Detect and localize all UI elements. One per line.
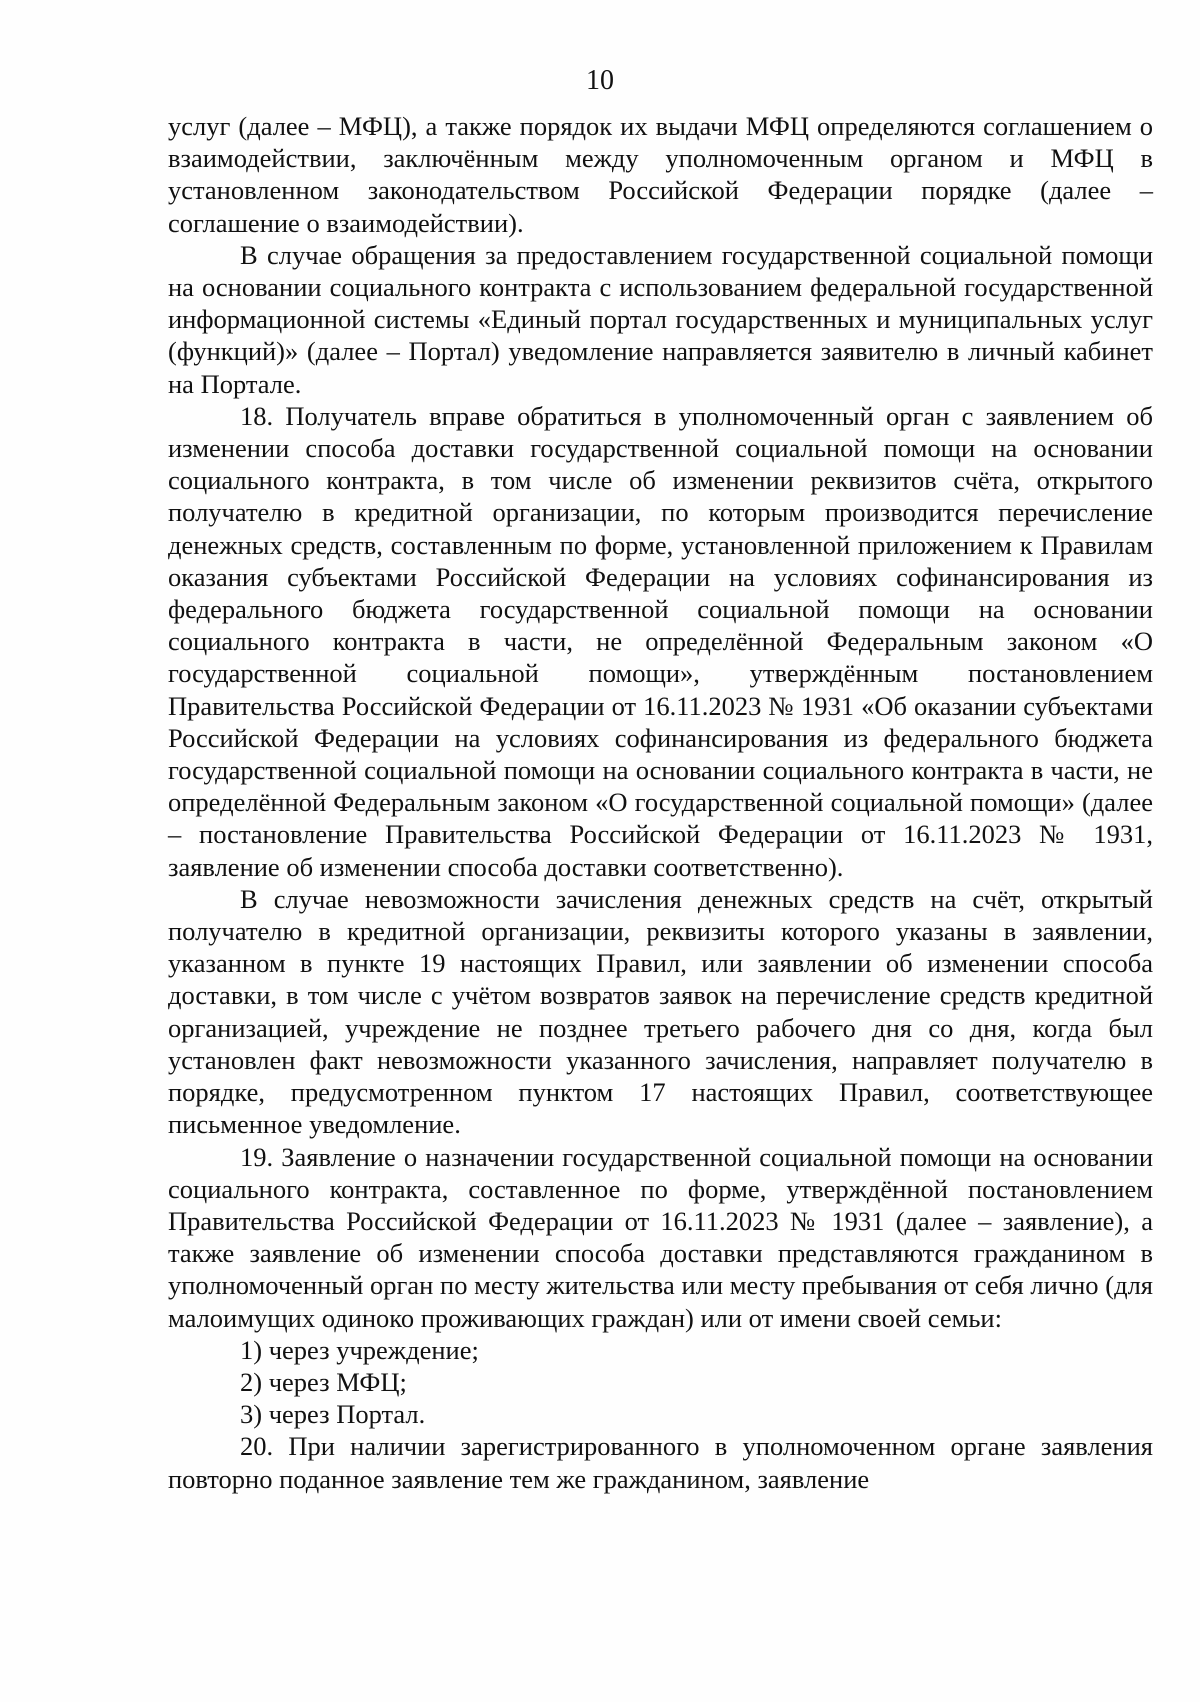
list-item-mfc: 2) через МФЦ; (240, 1366, 407, 1397)
list-item-portal: 3) через Портал. (240, 1399, 426, 1430)
page-number: 10 (586, 65, 614, 96)
paragraph-portal-notification: В случае обращения за предоставлением государственной социальной помощи на основании социального контракта с использованием федеральной государственной информационной системы «Единый портал государственных и муниципальных услуг (функций)» (далее – Портал) уведомление направляется заявителю в личный кабинет на Портале. (168, 239, 1153, 399)
paragraph-19: 19. Заявление о назначении государственной социальной помощи на основании социального контракта, составленное по форме, утверждённой постановлением Правительства Российской Федерации от 16.11.2023 № 1931 (далее – заявление), а также заявление об изменении способа доставки представляются гражданином в уполномоченный орган по месту жительства или месту пребывания от себя лично (для малоимущих одиноко проживающих граждан) или от имени своей семьи: (168, 1141, 1153, 1333)
paragraph-crediting-impossibility: В случае невозможности зачисления денежных средств на счёт, открытый получателю в кредитной организации, реквизиты которого указаны в заявлении, указанном в пункте 19 настоящих Правил, или заявлении об изменении способа доставки, в том числе с учётом возвратов заявок на перечисление средств кредитной организацией, учреждение не позднее третьего рабочего дня со дня, когда был установлен факт невозможности указанного зачисления, направляет получателю в порядке, предусмотренном пунктом 17 настоящих Правил, соответствующее письменное уведомление. (168, 883, 1153, 1140)
document-body (168, 110, 1153, 1495)
paragraph-20: 20. При наличии зарегистрированного в уполномоченном органе заявления повторно поданное заявление тем же гражданином, заявление (168, 1431, 1153, 1494)
paragraph-18: 18. Получатель вправе обратиться в уполномоченный орган с заявлением об изменении способа доставки государственной социальной помощи на основании социального контракта, в том числе об изменении реквизитов счёта, открытого получателю в кредитной организации, по которым производится перечисление денежных средств, составленным по форме, установленной приложением к Правилам оказания субъектами Российской Федерации на условиях софинансирования из федерального бюджета государственной социальной помощи на основании социального контракта в части, не определённой Федеральным законом «О государственной социальной помощи», утверждённым постановлением Правительства Российской Федерации от 16.11.2023 № 1931 «Об оказании субъектами Российской Федерации на условиях софинансирования из федерального бюджета государственной социальной помощи на основании социального контракта в части, не определённой Федеральным законом «О государственной социальной помощи» (далее – постановление Правительства Российской Федерации от 16.11.2023 № 1931, заявление об изменении способа доставки соответственно). (168, 400, 1153, 882)
list-item-institution: 1) через учреждение; (240, 1334, 479, 1365)
paragraph-mfc-agreement: услуг (далее – МФЦ), а также порядок их выдачи МФЦ определяются соглашением о взаимодействии, заключённым между уполномоченным органом и МФЦ в установленном законодательством Российской Федерации порядке (далее – соглашение о взаимодействии). (168, 111, 1153, 238)
